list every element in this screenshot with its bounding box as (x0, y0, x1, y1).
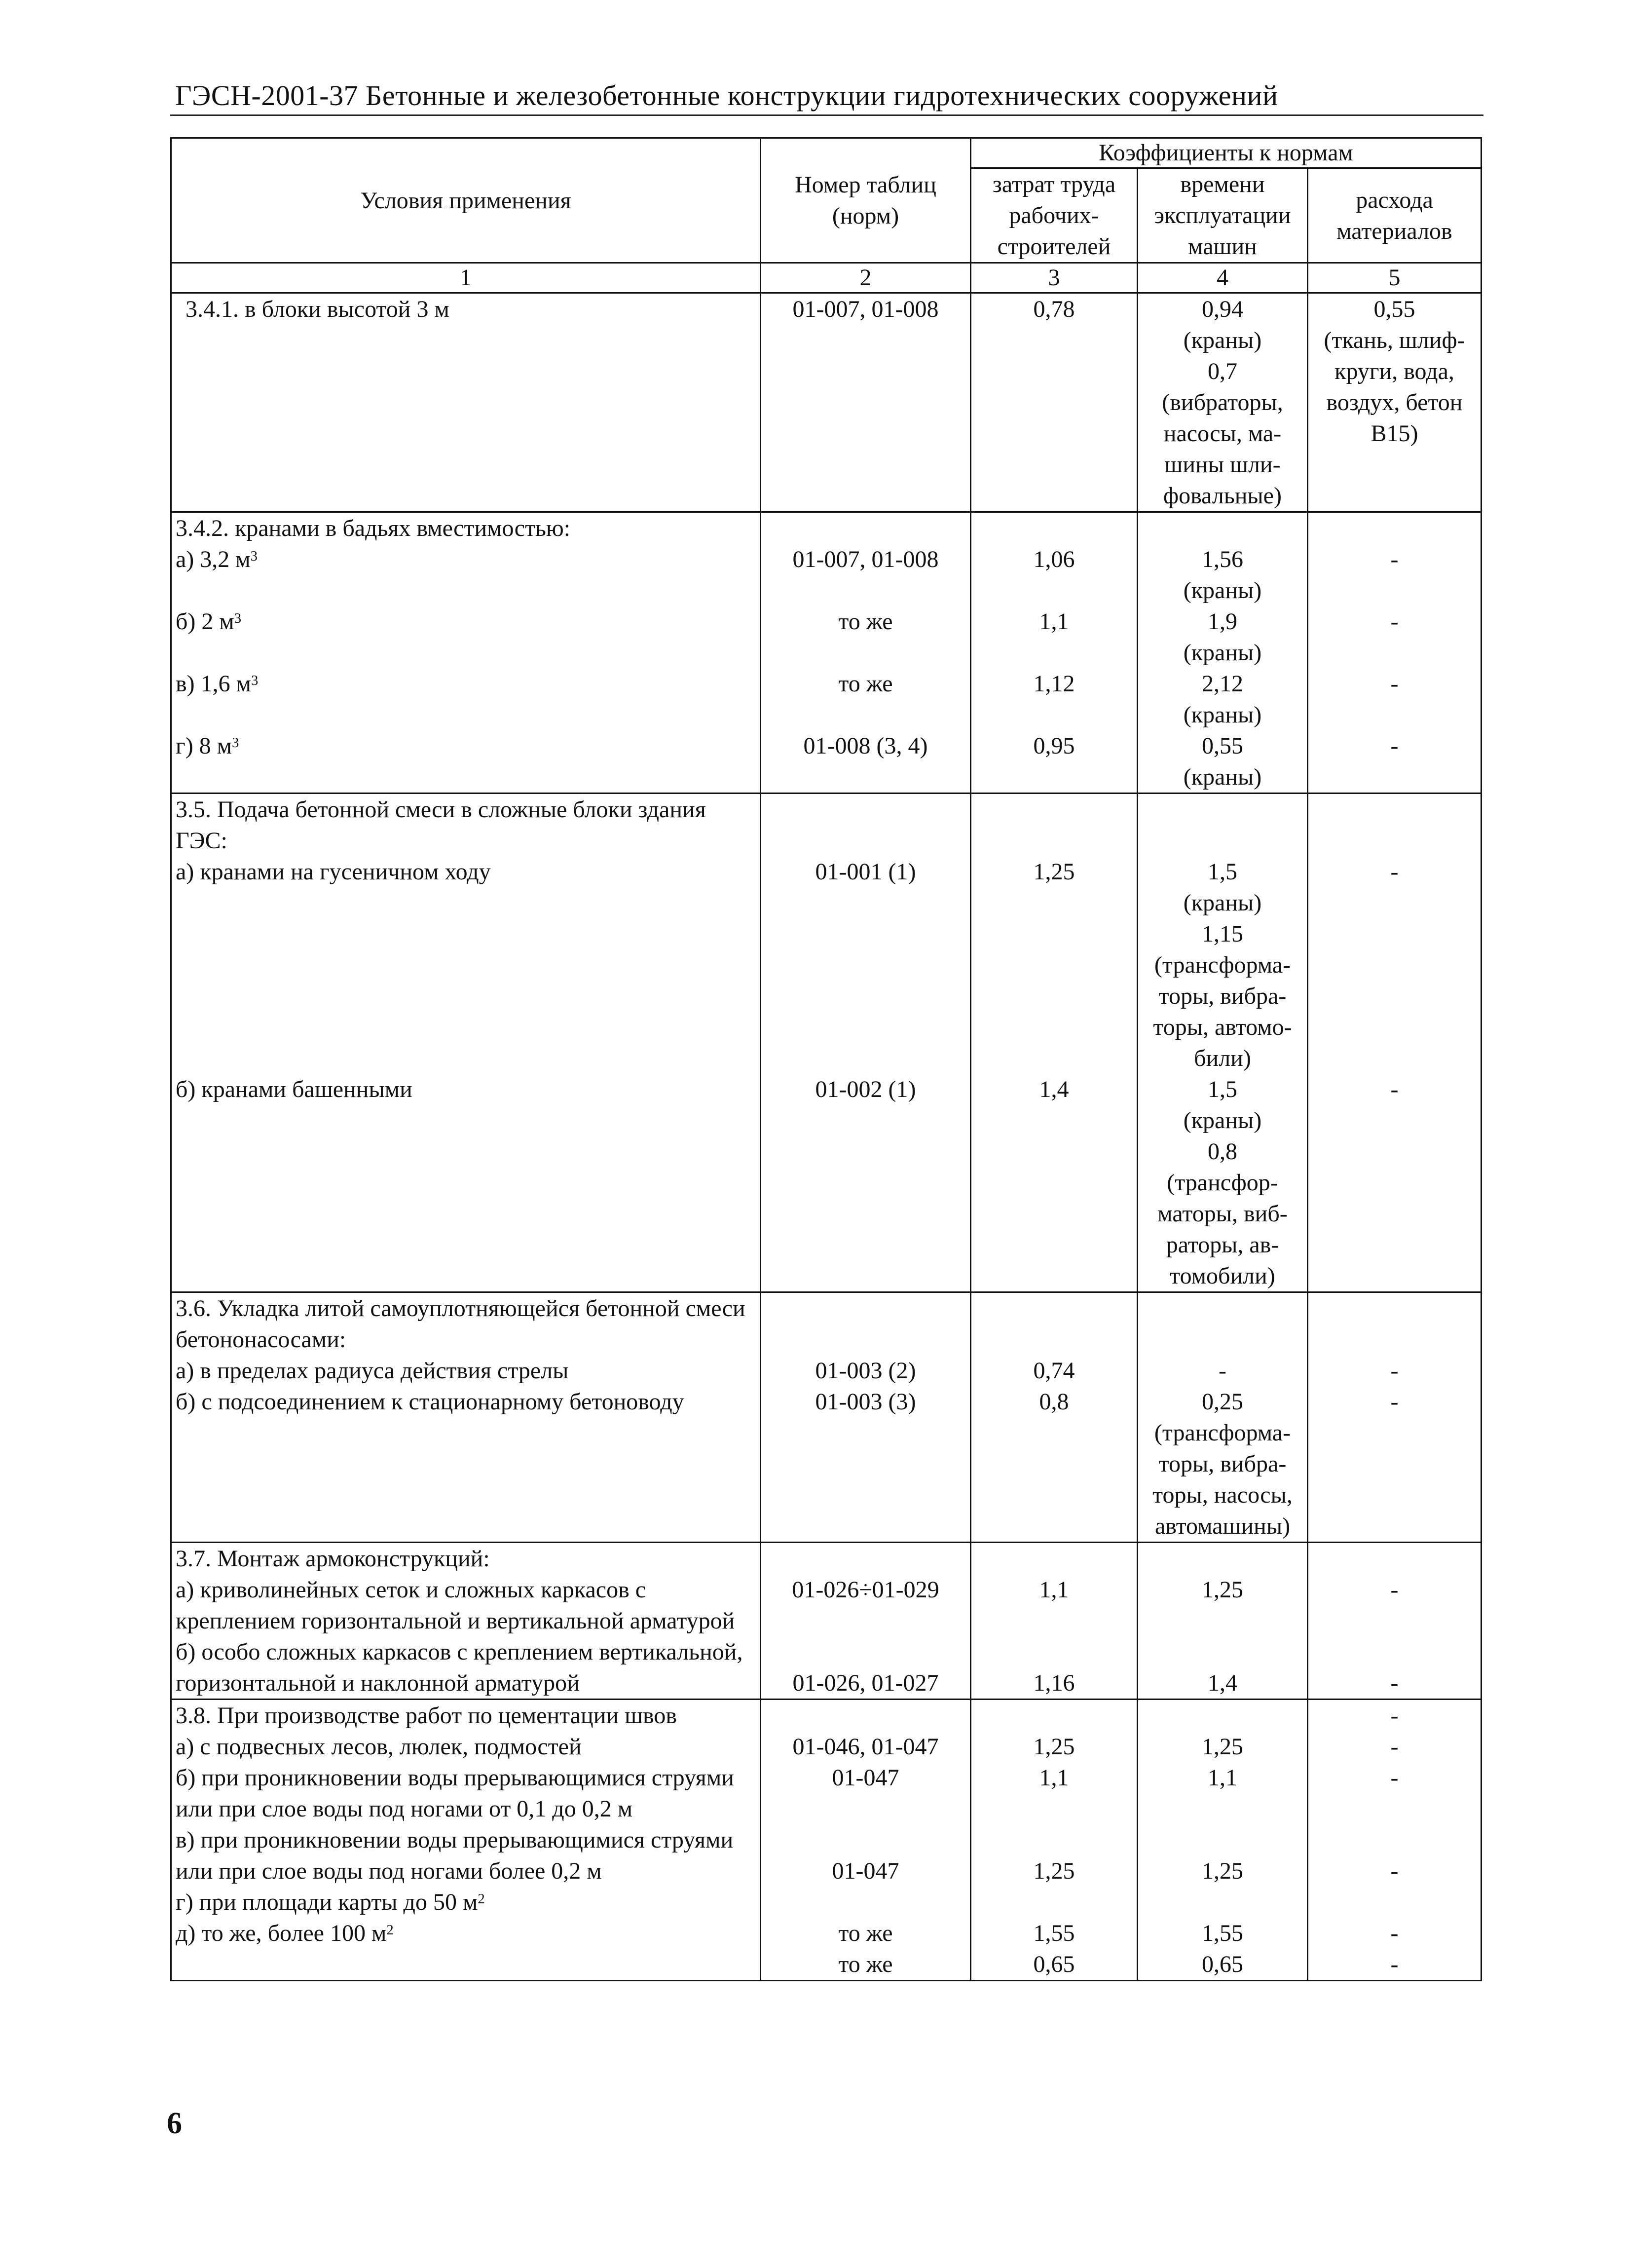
machine-coef: 1,5 (краны) 0,8 (трансфор- маторы, виб- раторы, ав- томобили) (1157, 1076, 1288, 1289)
item-label: д) то же, более 100 м (176, 1920, 387, 1946)
material-coef-cell (1308, 512, 1482, 794)
table-row (171, 1292, 1482, 1543)
labor-coef-cell (971, 794, 1138, 1292)
machine-coef: 1,25 (1202, 1577, 1243, 1603)
labor-coef: 1,16 (1033, 1670, 1075, 1696)
machine-coef: 1,4 (1208, 1670, 1237, 1696)
material-coef: - (1390, 1670, 1399, 1696)
table-number: 01-046, 01-047 (792, 1734, 939, 1760)
column-number: 5 (1308, 263, 1482, 293)
table-number: 01-047 (832, 1765, 899, 1791)
machine-coef-cell (1138, 293, 1308, 512)
machine-coef: 1,25 (1202, 1734, 1243, 1760)
machine-coef-cell (1138, 1292, 1308, 1543)
header-materials: расхода материалов (1308, 168, 1482, 263)
superscript: 3 (251, 673, 259, 689)
item-label: а) 3,2 м (176, 546, 251, 572)
condition-cell (171, 1700, 761, 1981)
table-number: то же (838, 1951, 893, 1977)
labor-coef-cell (971, 1700, 1138, 1981)
superscript: 3 (234, 610, 242, 627)
table-number-cell: 01-007, 01-008 (761, 293, 971, 512)
labor-coef: 0,8 (1039, 1389, 1069, 1415)
column-number: 1 (171, 263, 761, 293)
condition-cell (171, 512, 761, 794)
column-number-row (171, 263, 1482, 293)
material-coef: - (1390, 859, 1399, 885)
condition-cell (171, 1543, 761, 1700)
material-coef: - (1390, 671, 1399, 697)
column-number: 3 (971, 263, 1138, 293)
material-coef-cell (1308, 794, 1482, 1292)
material-coef: - (1390, 1765, 1399, 1791)
material-coef-cell (1308, 1292, 1482, 1543)
labor-coef: 1,55 (1033, 1920, 1075, 1946)
material-coef: - (1390, 546, 1399, 572)
item-label: б) при проникновении воды прерывающимися струями или при слое воды под ногами от 0,1 до 0,2 м (176, 1765, 734, 1822)
material-coef-cell (1308, 1700, 1482, 1981)
machine-coef-text: 0,94 (краны) 0,7 (вибраторы, насосы, ма- шины шли- фовальные) (1162, 296, 1283, 509)
item-label: б) особо сложных каркасов с креплением вертикальной, горизонтальной и наклонной арматурой (176, 1639, 743, 1696)
item-label: а) кранами на гусеничном ходу (176, 859, 491, 885)
table-number-cell (761, 794, 971, 1292)
item-label: б) кранами башенными (176, 1076, 412, 1102)
machine-coef: 0,65 (1202, 1951, 1243, 1977)
table-number: 01-003 (2) (815, 1358, 916, 1384)
labor-coef: 1,06 (1033, 546, 1075, 572)
table-row (171, 512, 1482, 794)
table-number: то же (838, 608, 893, 635)
machine-coef: 1,25 (1202, 1858, 1243, 1884)
table-number: 01-026÷01-029 (792, 1577, 939, 1603)
material-coef: - (1390, 1858, 1399, 1884)
labor-coef-cell (971, 512, 1138, 794)
table-row (171, 1543, 1482, 1700)
item-label: г) при площади карты до 50 м (176, 1889, 478, 1915)
material-coef-text: 0,55 (ткань, шлиф- круги, вода, воздух, бетон В15) (1324, 296, 1465, 447)
table-number: то же (838, 671, 893, 697)
item-label: а) с подвесных лесов, люлек, подмостей (176, 1734, 582, 1760)
table-row (171, 1700, 1482, 1981)
labor-coef-cell (971, 1543, 1138, 1700)
column-number: 4 (1138, 263, 1308, 293)
machine-coef-cell (1138, 512, 1308, 794)
material-coef: - (1390, 608, 1399, 635)
machine-coef: 1,55 (1202, 1920, 1243, 1946)
labor-coef: 1,25 (1033, 1858, 1075, 1884)
labor-coef: 1,1 (1039, 1577, 1069, 1603)
header-labor: затрат труда рабочих-строителей (971, 168, 1138, 263)
table-row (171, 794, 1482, 1292)
condition-cell (171, 1292, 761, 1543)
section-title: 3.5. Подача бетонной смеси в сложные блоки здания ГЭС: (176, 796, 706, 854)
header-conditions: Условия применения (171, 138, 761, 263)
machine-coef: - (1219, 1358, 1226, 1384)
machine-coef: 0,55 (краны) (1183, 733, 1262, 790)
labor-coef: 0,65 (1033, 1951, 1075, 1977)
table-number-cell (761, 1292, 971, 1543)
item-label: в) 1,6 м (176, 671, 252, 697)
labor-coef: 1,12 (1033, 671, 1075, 697)
material-coef: - (1390, 1076, 1399, 1102)
page-header-title: ГЭСН-2001-37 Бетонные и железобетонные конструкции гидротехнических сооружений (175, 79, 1278, 112)
condition-cell (171, 794, 761, 1292)
table-number-cell (761, 1543, 971, 1700)
labor-coef: 1,1 (1039, 1765, 1069, 1791)
machine-coef: 1,1 (1208, 1765, 1237, 1791)
machine-coef-cell (1138, 1543, 1308, 1700)
labor-coef-cell (971, 1292, 1138, 1543)
superscript: 3 (232, 735, 239, 751)
machine-coef-cell (1138, 1700, 1308, 1981)
labor-coef: 1,25 (1033, 859, 1075, 885)
item-label: в) при проникновении воды прерывающимися струями или при слое воды под ногами более 0,2 м (176, 1827, 734, 1884)
labor-coef: 1,1 (1039, 608, 1069, 635)
table-number: 01-007, 01-008 (792, 546, 939, 572)
column-number: 2 (761, 263, 971, 293)
table-number: 01-003 (3) (815, 1389, 916, 1415)
section-title: 3.7. Монтаж армоконструкций: (176, 1546, 490, 1572)
table-number: 01-047 (832, 1858, 899, 1884)
item-label: а) в пределах радиуса действия стрелы (176, 1358, 569, 1384)
table-number: 01-002 (1) (815, 1076, 916, 1102)
labor-coef: 1,25 (1033, 1734, 1075, 1760)
material-coef-cell (1308, 1543, 1482, 1700)
table-header-row (171, 138, 1482, 168)
table-number-cell (761, 512, 971, 794)
machine-coef: 2,12 (краны) (1183, 671, 1262, 728)
header-coefficients-group: Коэффициенты к нормам (971, 138, 1482, 168)
section-title: 3.8. При производстве работ по цементации швов (176, 1702, 677, 1729)
material-coef: - (1390, 1951, 1399, 1977)
coefficients-table (170, 137, 1482, 1981)
material-coef: - (1390, 733, 1399, 759)
labor-coef: 0,95 (1033, 733, 1075, 759)
header-machines: времени эксплуатации машин (1138, 168, 1308, 263)
table-number: 01-001 (1) (815, 859, 916, 885)
machine-coef: 1,56 (краны) (1183, 546, 1262, 604)
superscript: 3 (250, 548, 258, 565)
table-number: 01-008 (3, 4) (803, 733, 928, 759)
machine-coef: 1,5 (краны) 1,15 (трансформа- торы, вибра- торы, автомо- били) (1153, 859, 1292, 1071)
table-number: то же (838, 1920, 893, 1946)
material-coef: - (1390, 1389, 1399, 1415)
material-coef: - (1390, 1920, 1399, 1946)
material-coef: - (1390, 1734, 1399, 1760)
table-row (171, 293, 1482, 512)
section-title: 3.4.2. кранами в бадьях вместимостью: (176, 515, 571, 541)
item-label: б) с подсоединением к стационарному бетоноводу (176, 1389, 684, 1415)
page-number: 6 (167, 2107, 182, 2140)
material-coef: - (1390, 1702, 1399, 1729)
table-number-cell (761, 1700, 971, 1981)
item-label: г) 8 м (176, 733, 232, 759)
labor-coef: 0,74 (1033, 1358, 1075, 1384)
machine-coef: 0,25 (трансформа- торы, вибра- торы, насосы, автомашины) (1152, 1389, 1293, 1539)
section-title: 3.6. Укладка литой самоуплотняющейся бетонной смеси бетононасосами: (176, 1295, 745, 1353)
labor-coef: 1,4 (1039, 1076, 1069, 1102)
material-coef: - (1390, 1577, 1399, 1603)
labor-coef-cell: 0,78 (971, 293, 1138, 512)
material-coef: - (1390, 1358, 1399, 1384)
header-table-number: Номер таблиц (норм) (761, 138, 971, 263)
item-label: а) криволинейных сеток и сложных каркасов с креплением горизонтальной и вертикальной арматурой (176, 1577, 735, 1634)
condition-cell: 3.4.1. в блоки высотой 3 м (171, 293, 761, 512)
machine-coef: 1,9 (краны) (1183, 608, 1262, 666)
superscript: 2 (386, 1922, 394, 1938)
item-label: б) 2 м (176, 608, 234, 635)
header-divider (170, 114, 1483, 116)
machine-coef-cell (1138, 794, 1308, 1292)
table-number: 01-026, 01-027 (792, 1670, 939, 1696)
material-coef-cell (1308, 293, 1482, 512)
superscript: 2 (478, 1891, 485, 1907)
